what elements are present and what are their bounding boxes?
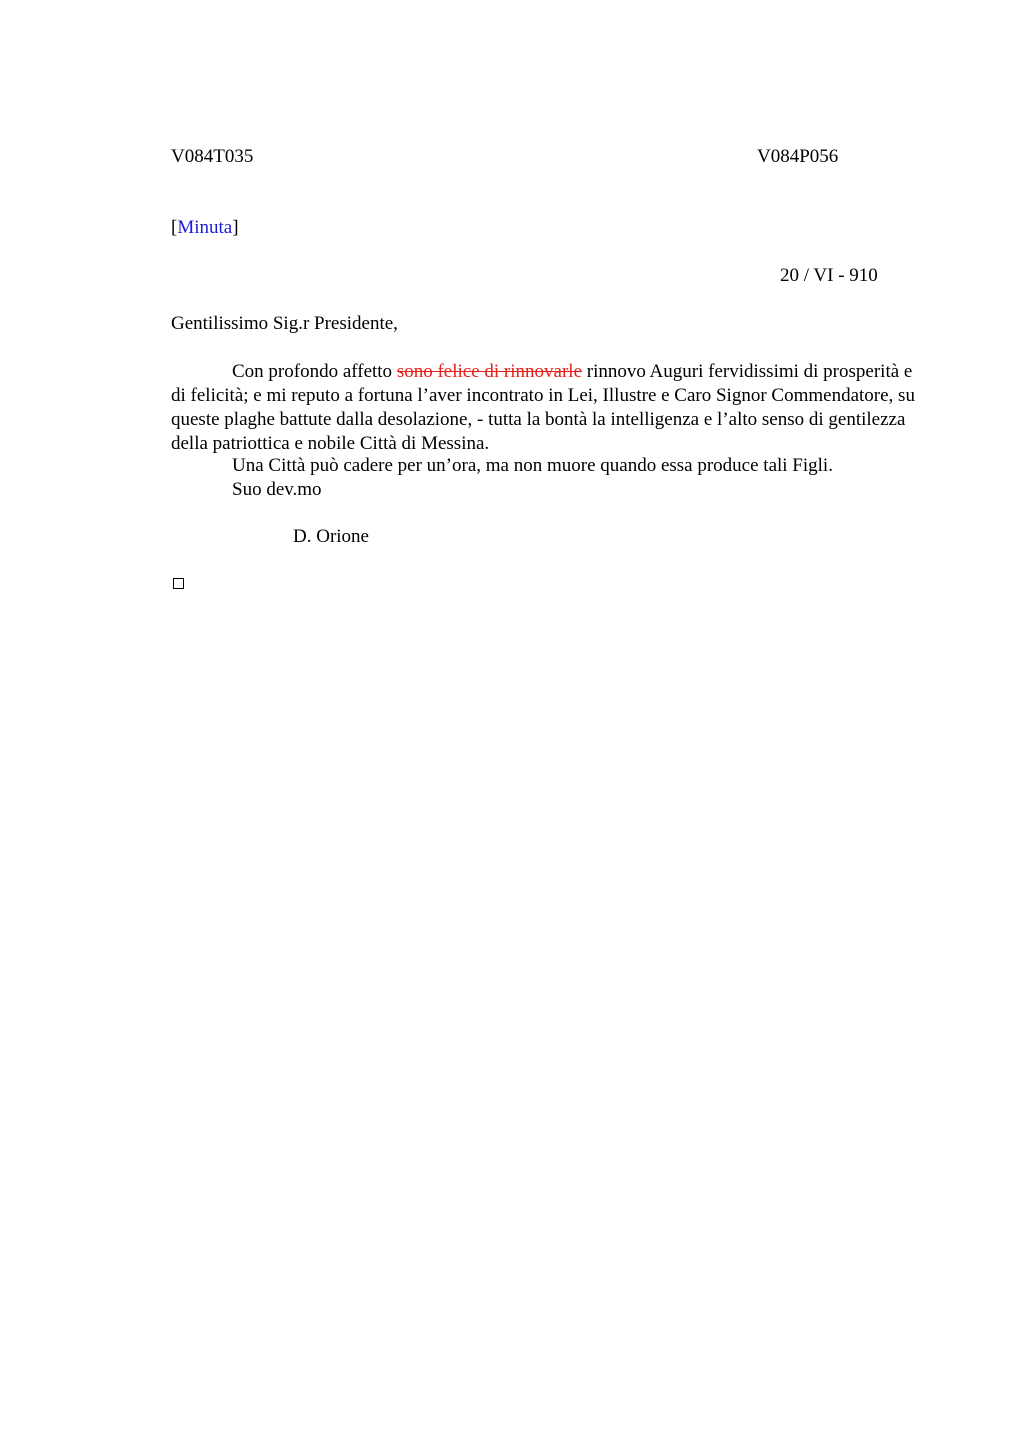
closing-formula: Suo dev.mo bbox=[232, 479, 322, 500]
letter-paragraph-1 bbox=[171, 360, 926, 456]
minuta-word: Minuta bbox=[177, 217, 233, 238]
minuta-label bbox=[171, 217, 239, 239]
document-reference-right: V084P056 bbox=[757, 146, 839, 167]
square-outline-icon bbox=[173, 578, 184, 589]
paragraph-1-rest: rinnovo Auguri fervidissimi di prosperità e di felicità; e mi reputo a fortuna l’aver incontrato in Lei, Illustre e Caro Signor Commendatore, su queste plaghe battute dalla desolazione, - tutta la bontà la intelligenza e l’alto senso di gentilezza della patriottica e nobile Città di Messina. bbox=[171, 361, 915, 454]
deleted-text: sono felice di rinnovarle bbox=[396, 361, 582, 382]
letter-date: 20 / VI - 910 bbox=[780, 265, 878, 286]
document-reference-left: V084T035 bbox=[171, 146, 254, 167]
paragraph-1-start: Con profondo affetto bbox=[232, 361, 397, 382]
signature: D. Orione bbox=[293, 526, 369, 547]
salutation: Gentilissimo Sig.r Presidente, bbox=[171, 313, 398, 334]
open-bracket: [ bbox=[171, 217, 178, 238]
letter-paragraph-2: Una Città può cadere per un’ora, ma non muore quando essa produce tali Figli. bbox=[232, 455, 833, 476]
close-bracket: ] bbox=[232, 217, 239, 238]
